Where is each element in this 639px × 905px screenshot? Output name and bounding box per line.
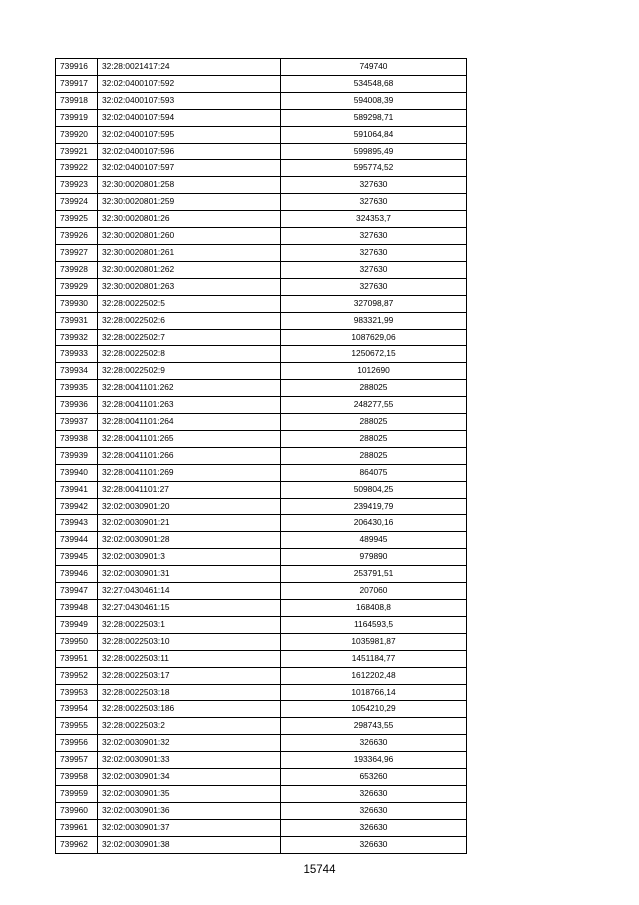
row-id-cell: 739951 [56, 650, 98, 667]
row-id-cell: 739924 [56, 194, 98, 211]
cadastral-value-cell: 589298,71 [281, 109, 467, 126]
cadastral-number-cell: 32:30:0020801:263 [98, 278, 281, 295]
table-row [56, 278, 467, 295]
cadastral-value-cell: 594008,39 [281, 92, 467, 109]
cadastral-value-cell: 1250672,15 [281, 346, 467, 363]
cadastral-value-cell: 327630 [281, 194, 467, 211]
table-row [56, 836, 467, 853]
table-row [56, 329, 467, 346]
table-row [56, 59, 467, 76]
row-id-cell: 739922 [56, 160, 98, 177]
table-row [56, 498, 467, 515]
cadastral-number-cell: 32:28:0022503:17 [98, 667, 281, 684]
row-id-cell: 739945 [56, 549, 98, 566]
cadastral-number-cell: 32:28:0022502:6 [98, 312, 281, 329]
row-id-cell: 739960 [56, 802, 98, 819]
row-id-cell: 739930 [56, 295, 98, 312]
cadastral-number-cell: 32:02:0400107:595 [98, 126, 281, 143]
cadastral-value-cell: 206430,16 [281, 515, 467, 532]
cadastral-value-cell: 509804,25 [281, 481, 467, 498]
cadastral-number-cell: 32:28:0022503:2 [98, 718, 281, 735]
cadastral-value-cell: 1054210,29 [281, 701, 467, 718]
cadastral-number-cell: 32:28:0022502:7 [98, 329, 281, 346]
table-row [56, 143, 467, 160]
table-row [56, 481, 467, 498]
cadastral-number-cell: 32:30:0020801:261 [98, 244, 281, 261]
table-row [56, 228, 467, 245]
cadastral-number-cell: 32:28:0022502:5 [98, 295, 281, 312]
row-id-cell: 739920 [56, 126, 98, 143]
table-row [56, 583, 467, 600]
cadastral-value-cell: 326630 [281, 785, 467, 802]
cadastral-number-cell: 32:02:0030901:38 [98, 836, 281, 853]
row-id-cell: 739961 [56, 819, 98, 836]
table-body [56, 59, 467, 854]
cadastral-number-cell: 32:28:0021417:24 [98, 59, 281, 76]
table-row [56, 244, 467, 261]
row-id-cell: 739935 [56, 380, 98, 397]
row-id-cell: 739953 [56, 684, 98, 701]
cadastral-number-cell: 32:02:0400107:596 [98, 143, 281, 160]
cadastral-value-cell: 288025 [281, 414, 467, 431]
table-row [56, 802, 467, 819]
row-id-cell: 739949 [56, 616, 98, 633]
cadastral-value-cell: 864075 [281, 464, 467, 481]
cadastral-value-cell: 591064,84 [281, 126, 467, 143]
cadastral-value-cell: 324353,7 [281, 211, 467, 228]
row-id-cell: 739944 [56, 532, 98, 549]
row-id-cell: 739958 [56, 769, 98, 786]
cadastral-value-cell: 326630 [281, 819, 467, 836]
row-id-cell: 739934 [56, 363, 98, 380]
cadastral-value-cell: 653260 [281, 769, 467, 786]
table-row [56, 261, 467, 278]
table-row [56, 785, 467, 802]
row-id-cell: 739948 [56, 600, 98, 617]
row-id-cell: 739952 [56, 667, 98, 684]
cadastral-number-cell: 32:28:0041101:266 [98, 447, 281, 464]
table-row [56, 701, 467, 718]
cadastral-value-cell: 1164593,5 [281, 616, 467, 633]
cadastral-number-cell: 32:02:0400107:594 [98, 109, 281, 126]
table-row [56, 566, 467, 583]
table-row [56, 380, 467, 397]
cadastral-number-cell: 32:27:0430461:15 [98, 600, 281, 617]
table-row [56, 819, 467, 836]
table-row [56, 769, 467, 786]
cadastral-number-cell: 32:02:0030901:35 [98, 785, 281, 802]
table-row [56, 718, 467, 735]
table-row [56, 464, 467, 481]
cadastral-number-cell: 32:02:0030901:36 [98, 802, 281, 819]
cadastral-value-cell: 326630 [281, 836, 467, 853]
table-row [56, 75, 467, 92]
cadastral-number-cell: 32:28:0022503:1 [98, 616, 281, 633]
cadastral-number-cell: 32:02:0030901:31 [98, 566, 281, 583]
row-id-cell: 739918 [56, 92, 98, 109]
table-row [56, 160, 467, 177]
row-id-cell: 739923 [56, 177, 98, 194]
cadastral-number-cell: 32:28:0041101:27 [98, 481, 281, 498]
cadastral-value-cell: 599895,49 [281, 143, 467, 160]
cadastral-number-cell: 32:02:0030901:3 [98, 549, 281, 566]
row-id-cell: 739941 [56, 481, 98, 498]
cadastral-value-cell: 288025 [281, 430, 467, 447]
row-id-cell: 739938 [56, 430, 98, 447]
cadastral-value-cell: 983321,99 [281, 312, 467, 329]
cadastral-value-cell: 534548,68 [281, 75, 467, 92]
table-row [56, 430, 467, 447]
cadastral-value-cell: 1035981,87 [281, 633, 467, 650]
table-row [56, 211, 467, 228]
cadastral-value-table [55, 58, 467, 854]
cadastral-value-cell: 326630 [281, 735, 467, 752]
table-row [56, 684, 467, 701]
table-row [56, 312, 467, 329]
cadastral-value-cell: 298743,55 [281, 718, 467, 735]
cadastral-number-cell: 32:02:0030901:37 [98, 819, 281, 836]
cadastral-number-cell: 32:02:0400107:593 [98, 92, 281, 109]
cadastral-value-cell: 1012690 [281, 363, 467, 380]
row-id-cell: 739955 [56, 718, 98, 735]
cadastral-number-cell: 32:27:0430461:14 [98, 583, 281, 600]
cadastral-value-cell: 327630 [281, 261, 467, 278]
cadastral-number-cell: 32:28:0022502:8 [98, 346, 281, 363]
table-row [56, 177, 467, 194]
table-row [56, 92, 467, 109]
table-row [56, 549, 467, 566]
cadastral-number-cell: 32:02:0030901:33 [98, 752, 281, 769]
cadastral-value-cell: 327630 [281, 228, 467, 245]
row-id-cell: 739931 [56, 312, 98, 329]
row-id-cell: 739947 [56, 583, 98, 600]
row-id-cell: 739916 [56, 59, 98, 76]
cadastral-value-cell: 193364,96 [281, 752, 467, 769]
cadastral-value-cell: 253791,51 [281, 566, 467, 583]
cadastral-value-cell: 1612202,48 [281, 667, 467, 684]
cadastral-value-cell: 749740 [281, 59, 467, 76]
cadastral-number-cell: 32:28:0022503:18 [98, 684, 281, 701]
table-row [56, 397, 467, 414]
row-id-cell: 739956 [56, 735, 98, 752]
cadastral-value-cell: 327630 [281, 177, 467, 194]
row-id-cell: 739933 [56, 346, 98, 363]
row-id-cell: 739957 [56, 752, 98, 769]
cadastral-value-cell: 248277,55 [281, 397, 467, 414]
row-id-cell: 739928 [56, 261, 98, 278]
cadastral-number-cell: 32:28:0041101:269 [98, 464, 281, 481]
table-row [56, 414, 467, 431]
row-id-cell: 739937 [56, 414, 98, 431]
cadastral-number-cell: 32:30:0020801:259 [98, 194, 281, 211]
table-row [56, 752, 467, 769]
row-id-cell: 739946 [56, 566, 98, 583]
cadastral-value-cell: 1087629,06 [281, 329, 467, 346]
cadastral-value-cell: 326630 [281, 802, 467, 819]
cadastral-number-cell: 32:30:0020801:258 [98, 177, 281, 194]
cadastral-value-cell: 595774,52 [281, 160, 467, 177]
cadastral-number-cell: 32:30:0020801:26 [98, 211, 281, 228]
cadastral-number-cell: 32:28:0022503:11 [98, 650, 281, 667]
table-row [56, 616, 467, 633]
cadastral-number-cell: 32:02:0400107:592 [98, 75, 281, 92]
cadastral-number-cell: 32:28:0041101:263 [98, 397, 281, 414]
cadastral-value-cell: 489945 [281, 532, 467, 549]
table-row [56, 633, 467, 650]
row-id-cell: 739962 [56, 836, 98, 853]
cadastral-number-cell: 32:02:0030901:20 [98, 498, 281, 515]
cadastral-number-cell: 32:02:0030901:32 [98, 735, 281, 752]
table-row [56, 735, 467, 752]
cadastral-number-cell: 32:30:0020801:260 [98, 228, 281, 245]
table-row [56, 346, 467, 363]
cadastral-number-cell: 32:02:0030901:28 [98, 532, 281, 549]
row-id-cell: 739927 [56, 244, 98, 261]
cadastral-number-cell: 32:02:0030901:21 [98, 515, 281, 532]
row-id-cell: 739954 [56, 701, 98, 718]
row-id-cell: 739919 [56, 109, 98, 126]
table-row [56, 126, 467, 143]
cadastral-value-cell: 327098,87 [281, 295, 467, 312]
table-row [56, 194, 467, 211]
row-id-cell: 739926 [56, 228, 98, 245]
row-id-cell: 739943 [56, 515, 98, 532]
cadastral-number-cell: 32:28:0041101:265 [98, 430, 281, 447]
cadastral-value-cell: 168408,8 [281, 600, 467, 617]
cadastral-number-cell: 32:28:0022503:10 [98, 633, 281, 650]
row-id-cell: 739917 [56, 75, 98, 92]
table-row [56, 667, 467, 684]
table-row [56, 600, 467, 617]
row-id-cell: 739942 [56, 498, 98, 515]
row-id-cell: 739932 [56, 329, 98, 346]
cadastral-number-cell: 32:28:0041101:264 [98, 414, 281, 431]
table-row [56, 650, 467, 667]
cadastral-number-cell: 32:02:0400107:597 [98, 160, 281, 177]
cadastral-value-cell: 207060 [281, 583, 467, 600]
row-id-cell: 739950 [56, 633, 98, 650]
row-id-cell: 739940 [56, 464, 98, 481]
cadastral-number-cell: 32:02:0030901:34 [98, 769, 281, 786]
cadastral-value-cell: 1451184,77 [281, 650, 467, 667]
page-number: 15744 [303, 864, 336, 876]
row-id-cell: 739929 [56, 278, 98, 295]
cadastral-value-cell: 288025 [281, 447, 467, 464]
row-id-cell: 739925 [56, 211, 98, 228]
cadastral-value-cell: 1018766,14 [281, 684, 467, 701]
table-row [56, 532, 467, 549]
cadastral-value-cell: 327630 [281, 244, 467, 261]
cadastral-number-cell: 32:28:0041101:262 [98, 380, 281, 397]
cadastral-value-cell: 288025 [281, 380, 467, 397]
cadastral-number-cell: 32:28:0022503:186 [98, 701, 281, 718]
cadastral-number-cell: 32:30:0020801:262 [98, 261, 281, 278]
cadastral-value-cell: 979890 [281, 549, 467, 566]
table-row [56, 363, 467, 380]
row-id-cell: 739921 [56, 143, 98, 160]
row-id-cell: 739959 [56, 785, 98, 802]
table-row [56, 515, 467, 532]
table-row [56, 447, 467, 464]
cadastral-value-cell: 327630 [281, 278, 467, 295]
cadastral-value-cell: 239419,79 [281, 498, 467, 515]
table-row [56, 109, 467, 126]
cadastral-number-cell: 32:28:0022502:9 [98, 363, 281, 380]
table-row [56, 295, 467, 312]
row-id-cell: 739936 [56, 397, 98, 414]
row-id-cell: 739939 [56, 447, 98, 464]
